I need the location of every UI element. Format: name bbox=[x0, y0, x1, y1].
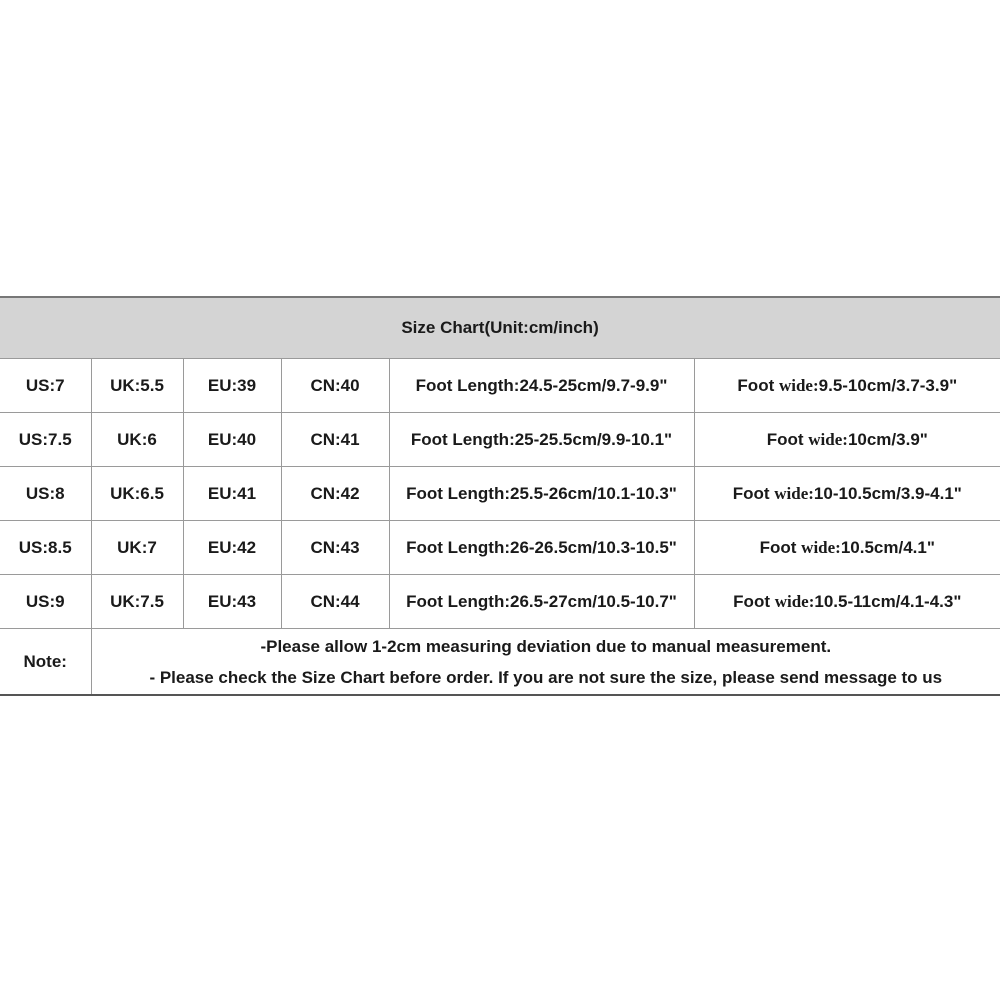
foot-wide-word: wide: bbox=[774, 483, 814, 503]
foot-length-cell: Foot Length:24.5-25cm/9.7-9.9" bbox=[389, 359, 694, 413]
foot-wide-prefix: Foot bbox=[759, 537, 802, 557]
uk-size-cell: UK:5.5 bbox=[91, 359, 183, 413]
foot-length-cell: Foot Length:25.5-26cm/10.1-10.3" bbox=[389, 467, 694, 521]
cn-size-cell: CN:43 bbox=[281, 521, 389, 575]
note-text bbox=[91, 629, 1000, 696]
cn-size-cell: CN:41 bbox=[281, 413, 389, 467]
table-row bbox=[0, 467, 1000, 521]
size-chart-title: Size Chart(Unit:cm/inch) bbox=[0, 297, 1000, 359]
cn-size-cell: CN:42 bbox=[281, 467, 389, 521]
note-line-2: - Please check the Size Chart before order. If you are not sure the size, please send message to us bbox=[149, 667, 943, 687]
foot-wide-word: wide: bbox=[801, 537, 841, 557]
eu-size-cell: EU:43 bbox=[183, 575, 281, 629]
note-row bbox=[0, 629, 1000, 696]
foot-length-cell: Foot Length:26-26.5cm/10.3-10.5" bbox=[389, 521, 694, 575]
foot-wide-prefix: Foot bbox=[766, 429, 809, 449]
foot-wide-cell bbox=[694, 521, 1000, 575]
uk-size-cell: UK:7 bbox=[91, 521, 183, 575]
foot-wide-value: 10.5-11cm/4.1-4.3" bbox=[814, 591, 962, 611]
us-size-cell: US:7 bbox=[0, 359, 91, 413]
cn-size-cell: CN:44 bbox=[281, 575, 389, 629]
note-line-1: -Please allow 1-2cm measuring deviation due to manual measurement. bbox=[260, 636, 832, 656]
eu-size-cell: EU:40 bbox=[183, 413, 281, 467]
us-size-cell: US:7.5 bbox=[0, 413, 91, 467]
table-row bbox=[0, 359, 1000, 413]
us-size-cell: US:9 bbox=[0, 575, 91, 629]
foot-length-cell: Foot Length:25-25.5cm/9.9-10.1" bbox=[389, 413, 694, 467]
cn-size-cell: CN:40 bbox=[281, 359, 389, 413]
eu-size-cell: EU:42 bbox=[183, 521, 281, 575]
foot-wide-word: wide: bbox=[808, 429, 848, 449]
foot-wide-value: 10-10.5cm/3.9-4.1" bbox=[813, 483, 962, 503]
foot-wide-cell bbox=[694, 413, 1000, 467]
us-size-cell: US:8.5 bbox=[0, 521, 91, 575]
eu-size-cell: EU:41 bbox=[183, 467, 281, 521]
foot-wide-word: wide: bbox=[774, 591, 815, 611]
uk-size-cell: UK:6.5 bbox=[91, 467, 183, 521]
table-row bbox=[0, 575, 1000, 629]
foot-wide-value: 10cm/3.9" bbox=[847, 429, 928, 449]
foot-wide-prefix: Foot bbox=[733, 591, 775, 611]
size-chart-table bbox=[0, 296, 1000, 696]
foot-wide-cell bbox=[694, 467, 1000, 521]
foot-wide-cell bbox=[694, 575, 1000, 629]
foot-wide-value: 9.5-10cm/3.7-3.9" bbox=[818, 375, 958, 395]
table-row bbox=[0, 521, 1000, 575]
us-size-cell: US:8 bbox=[0, 467, 91, 521]
foot-wide-cell bbox=[694, 359, 1000, 413]
eu-size-cell: EU:39 bbox=[183, 359, 281, 413]
foot-wide-value: 10.5cm/4.1" bbox=[840, 537, 935, 557]
uk-size-cell: UK:7.5 bbox=[91, 575, 183, 629]
foot-wide-prefix: Foot bbox=[737, 375, 779, 395]
size-chart-title-row bbox=[0, 297, 1000, 359]
foot-wide-prefix: Foot bbox=[732, 483, 775, 503]
foot-length-cell: Foot Length:26.5-27cm/10.5-10.7" bbox=[389, 575, 694, 629]
uk-size-cell: UK:6 bbox=[91, 413, 183, 467]
foot-wide-word: wide: bbox=[778, 375, 819, 395]
note-label: Note: bbox=[0, 629, 91, 696]
table-row bbox=[0, 413, 1000, 467]
